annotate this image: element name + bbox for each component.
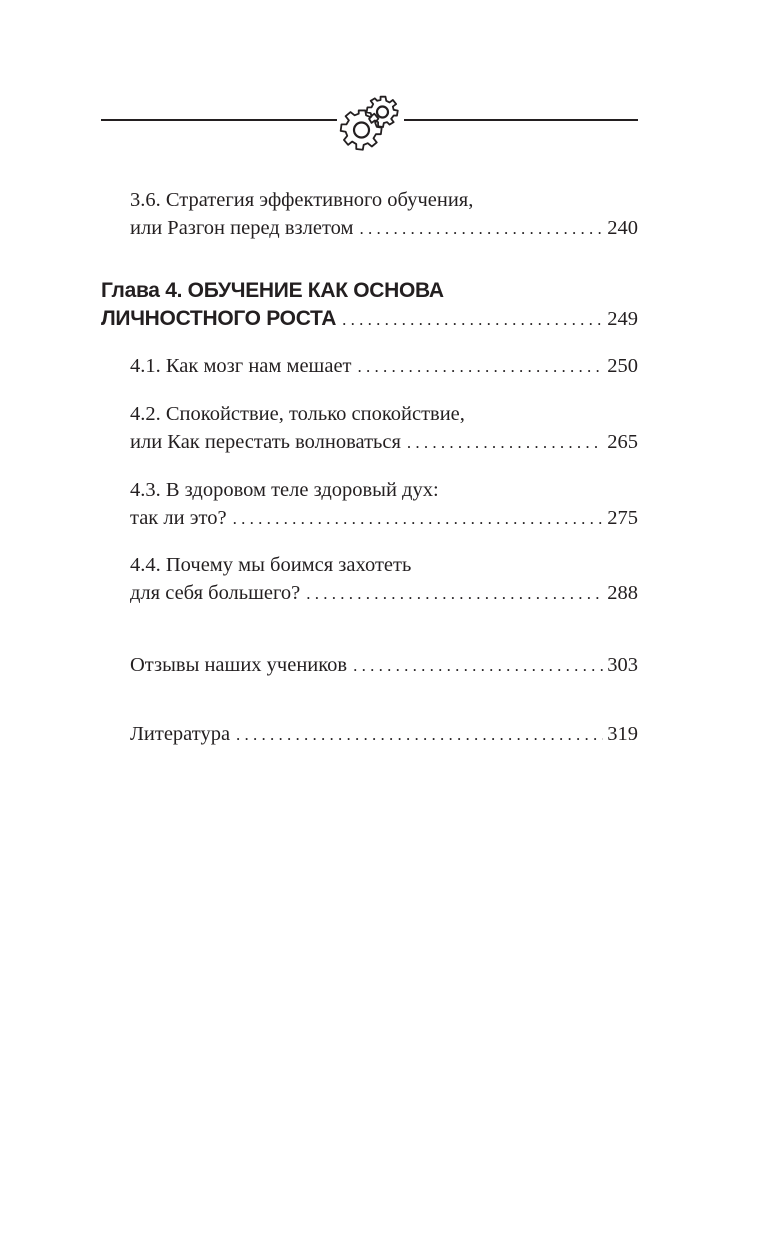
toc-entry-literature[interactable] [130, 719, 638, 749]
toc-entry-title: или Разгон перед взлетом [130, 217, 354, 239]
toc-entry-title: 4.4. Почему мы боимся захотеть [130, 554, 412, 576]
toc-entry-4-3-line2[interactable] [130, 503, 638, 533]
toc-entry-4-4-line2[interactable] [130, 578, 638, 608]
dot-leader [342, 305, 603, 335]
page-number: 275 [607, 507, 638, 529]
toc-entry-title: 4.3. В здоровом теле здоровый дух: [130, 479, 439, 501]
toc-entry-4-2-line2[interactable] [130, 427, 638, 457]
page-header [0, 78, 768, 158]
toc-entry-title: 3.6. Стратегия эффективного обучения, [130, 189, 474, 211]
toc-entry-title: Литература [130, 723, 231, 745]
page-number: 250 [607, 355, 638, 377]
page-number: 265 [607, 431, 638, 453]
toc-entry-4-3-line1[interactable] [130, 475, 638, 505]
dot-leader [236, 720, 603, 750]
page-number: 249 [607, 308, 638, 330]
toc-entry-3-6-line1[interactable] [130, 185, 638, 215]
page-number: 288 [607, 582, 638, 604]
toc-entry-title: Отзывы наших учеников [130, 654, 348, 676]
page-number: 319 [607, 723, 638, 745]
toc-entry-4-2-line1[interactable] [130, 399, 638, 429]
toc-entry-title: или Как перестать волноваться [130, 431, 401, 453]
toc-chapter-4-line1[interactable] [101, 276, 638, 306]
dot-leader [359, 214, 603, 244]
gears-icon [336, 88, 406, 152]
toc-entry-title: 4.2. Спокойствие, только спокойствие, [130, 403, 465, 425]
page-number: 240 [607, 217, 638, 239]
toc-entry-3-6-line2[interactable] [130, 213, 638, 243]
dot-leader [353, 651, 603, 681]
toc-entry-title: так ли это? [130, 507, 227, 529]
page-number: 303 [607, 654, 638, 676]
header-rule-right [404, 119, 638, 121]
toc-entry-4-4-line1[interactable] [130, 550, 638, 580]
toc-entry-title: 4.1. Как мозг нам мешает [130, 355, 352, 377]
toc-entry-reviews[interactable] [130, 650, 638, 680]
header-rule-left [101, 119, 337, 121]
toc-entry-title: для себя большего? [130, 582, 301, 604]
dot-leader [233, 504, 604, 534]
dot-leader [306, 579, 603, 609]
dot-leader [407, 428, 603, 458]
toc-entry-4-1[interactable] [130, 351, 638, 381]
chapter-title: ЛИЧНОСТНОГО РОСТА [101, 307, 337, 330]
toc-chapter-4-line2[interactable] [101, 304, 638, 334]
chapter-title: Глава 4. ОБУЧЕНИЕ КАК ОСНОВА [101, 279, 444, 302]
dot-leader [358, 352, 604, 382]
